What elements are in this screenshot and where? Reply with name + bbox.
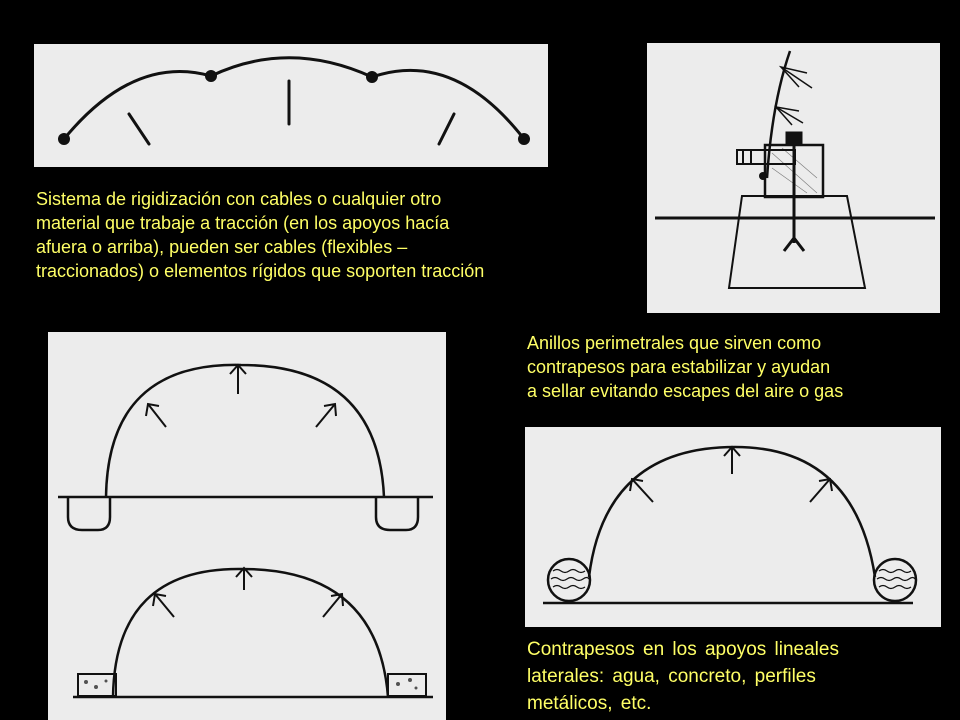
caption-line: contrapesos para estabilizar y ayudan — [527, 357, 831, 377]
caption-line: Contrapesos en los apoyos lineales — [527, 639, 839, 660]
counterweight-left — [78, 674, 116, 696]
caption-line: a sellar evitando escapes del aire o gas — [527, 381, 844, 401]
membrane-curve — [64, 58, 524, 139]
figure-perimeter-ring-domes — [48, 332, 446, 720]
caption-line: Anillos perimetrales que sirven como — [527, 333, 822, 353]
cable-node — [759, 172, 767, 180]
counterweight-right — [388, 674, 426, 696]
ring-domes-drawing — [48, 332, 446, 720]
figure-linear-support-counterweights — [525, 427, 941, 627]
dome-upper — [106, 365, 384, 497]
arrow-right — [439, 114, 454, 144]
ring-left — [68, 497, 110, 530]
cable-node — [58, 133, 70, 145]
counterweight-left — [548, 559, 590, 601]
counterweight-dome-drawing — [525, 427, 941, 627]
figure-anchorage-detail — [647, 43, 940, 313]
caption-line: afuera o arriba), pueden ser cables (flexibles – — [36, 237, 408, 257]
dome-lower — [113, 569, 388, 697]
caption-line: material que trabaje a tracción (en los apoyos hacía — [36, 213, 450, 233]
caption-line: traccionados) o elementos rígidos que soporten tracción — [36, 261, 485, 281]
arrow-left — [129, 114, 149, 144]
cable-membrane-drawing — [34, 44, 548, 167]
cable-node — [366, 71, 378, 83]
caption-line: metálicos, etc. — [527, 693, 652, 714]
anchorage-drawing — [647, 43, 940, 313]
caption-linear-counterweights — [527, 636, 839, 717]
caption-cable-system — [36, 187, 484, 283]
cable-node — [518, 133, 530, 145]
ring-right — [376, 497, 418, 530]
caption-perimeter-rings — [527, 331, 843, 403]
caption-line: Sistema de rigidización con cables o cualquier otro — [36, 189, 442, 209]
cable-node — [205, 70, 217, 82]
counterweight-right — [874, 559, 916, 601]
nut — [787, 133, 801, 143]
caption-line: laterales: agua, concreto, perfiles — [527, 666, 816, 687]
figure-cable-stiffened-membrane — [34, 44, 548, 167]
